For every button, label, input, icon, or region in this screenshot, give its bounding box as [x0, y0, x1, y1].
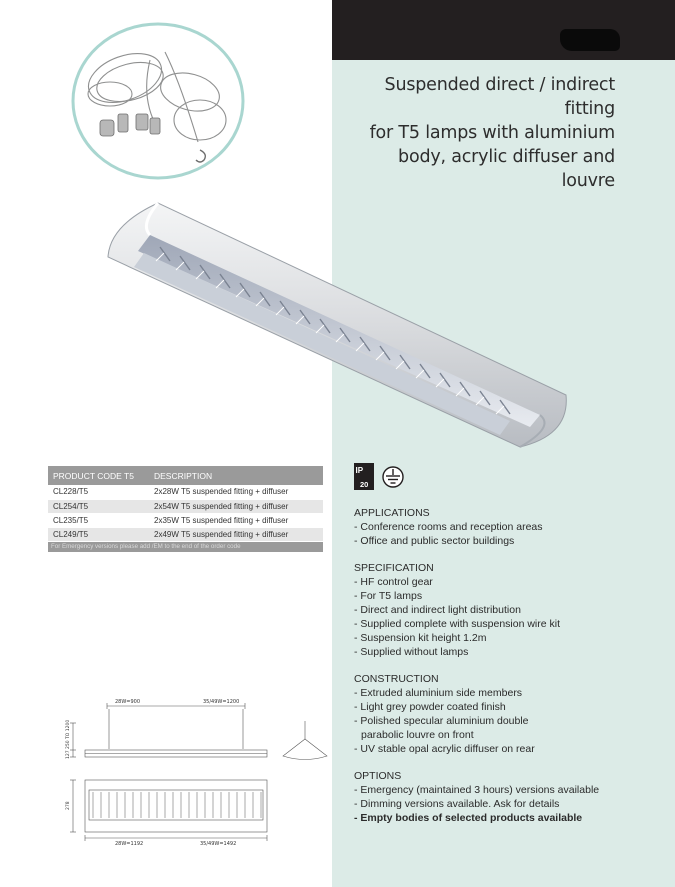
- earth-ground-icon: [383, 467, 403, 487]
- product-description: 2x54W T5 suspended fitting + diffuser: [149, 499, 323, 513]
- table-row: [48, 499, 323, 513]
- luminaire-photo: [100, 195, 580, 455]
- ip-rating-value: 20: [360, 480, 369, 489]
- list-item: parabolic louvre on front: [361, 729, 474, 741]
- list-item: - Emergency (maintained 3 hours) versions available: [354, 784, 600, 796]
- list-item: - Supplied without lamps: [354, 646, 469, 658]
- list-item: - Conference rooms and reception areas: [354, 521, 543, 533]
- table-row: [48, 513, 323, 527]
- specification-text: [354, 506, 654, 838]
- dimension-body-height: 127: [66, 750, 71, 759]
- title-line: Suspended direct / indirect fitting: [384, 75, 615, 119]
- dimension-35-49w-top: 35/49W=1200: [203, 699, 240, 705]
- section-heading: CONSTRUCTION: [354, 673, 439, 685]
- list-item: - Suspension kit height 1.2m: [354, 632, 487, 644]
- list-item: - Direct and indirect light distribution: [354, 604, 521, 616]
- list-item: - Office and public sector buildings: [354, 535, 515, 547]
- column-header-description: DESCRIPTION: [149, 466, 323, 485]
- list-item: - Dimming versions available. Ask for details: [354, 798, 560, 810]
- product-description: 2x35W T5 suspended fitting + diffuser: [149, 513, 323, 527]
- emergency-note: For Emergency versions please add /EM to the end of the order code: [48, 541, 323, 552]
- list-item: - HF control gear: [354, 576, 433, 588]
- product-code: CL249/T5: [48, 527, 149, 541]
- product-code: CL228/T5: [48, 485, 149, 499]
- product-description: 2x28W T5 suspended fitting + diffuser: [149, 485, 323, 499]
- redacted-logo: [560, 29, 620, 51]
- construction-section: [354, 672, 654, 756]
- applications-section: [354, 506, 654, 548]
- ip-label: IP: [355, 466, 364, 475]
- table-note-row: [48, 541, 323, 552]
- product-code: CL254/T5: [48, 499, 149, 513]
- dimension-35-49w-bottom: 35/49W=1492: [200, 841, 237, 847]
- title-line: body, acrylic diffuser and louvre: [398, 147, 615, 191]
- list-item: - Empty bodies of selected products available: [354, 812, 583, 824]
- column-header-code: PRODUCT CODE T5: [48, 466, 149, 485]
- section-heading: SPECIFICATION: [354, 562, 434, 574]
- options-section: [354, 769, 654, 825]
- dimension-28w-bottom: 28W=1192: [115, 841, 144, 847]
- section-heading: OPTIONS: [354, 770, 402, 782]
- list-item: - Polished specular aluminium double: [354, 715, 529, 727]
- product-table: [48, 466, 323, 553]
- list-item: - Extruded aluminium side members: [354, 687, 523, 699]
- product-title: [340, 73, 615, 193]
- rating-icons: [354, 463, 406, 491]
- product-description: 2x49W T5 suspended fitting + diffuser: [149, 527, 323, 541]
- title-line: for T5 lamps with aluminium: [369, 123, 615, 143]
- specification-section: [354, 561, 654, 659]
- ip-rating-icon: [354, 463, 374, 490]
- list-item: - UV stable opal acrylic diffuser on rear: [354, 743, 535, 755]
- dimension-28w-top: 28W=900: [115, 699, 141, 705]
- section-heading: APPLICATIONS: [354, 507, 430, 519]
- technical-drawing: [55, 693, 335, 853]
- dimension-width: 278: [66, 801, 71, 810]
- list-item: - For T5 lamps: [354, 590, 423, 602]
- dimension-height: 250 TO 1200: [66, 719, 71, 749]
- table-row: [48, 527, 323, 541]
- top-header-bar: [332, 0, 675, 60]
- product-code: CL235/T5: [48, 513, 149, 527]
- list-item: - Supplied complete with suspension wire kit: [354, 618, 561, 630]
- table-row: [48, 485, 323, 499]
- list-item: - Light grey powder coated finish: [354, 701, 506, 713]
- suspension-kit-photo: [70, 22, 245, 180]
